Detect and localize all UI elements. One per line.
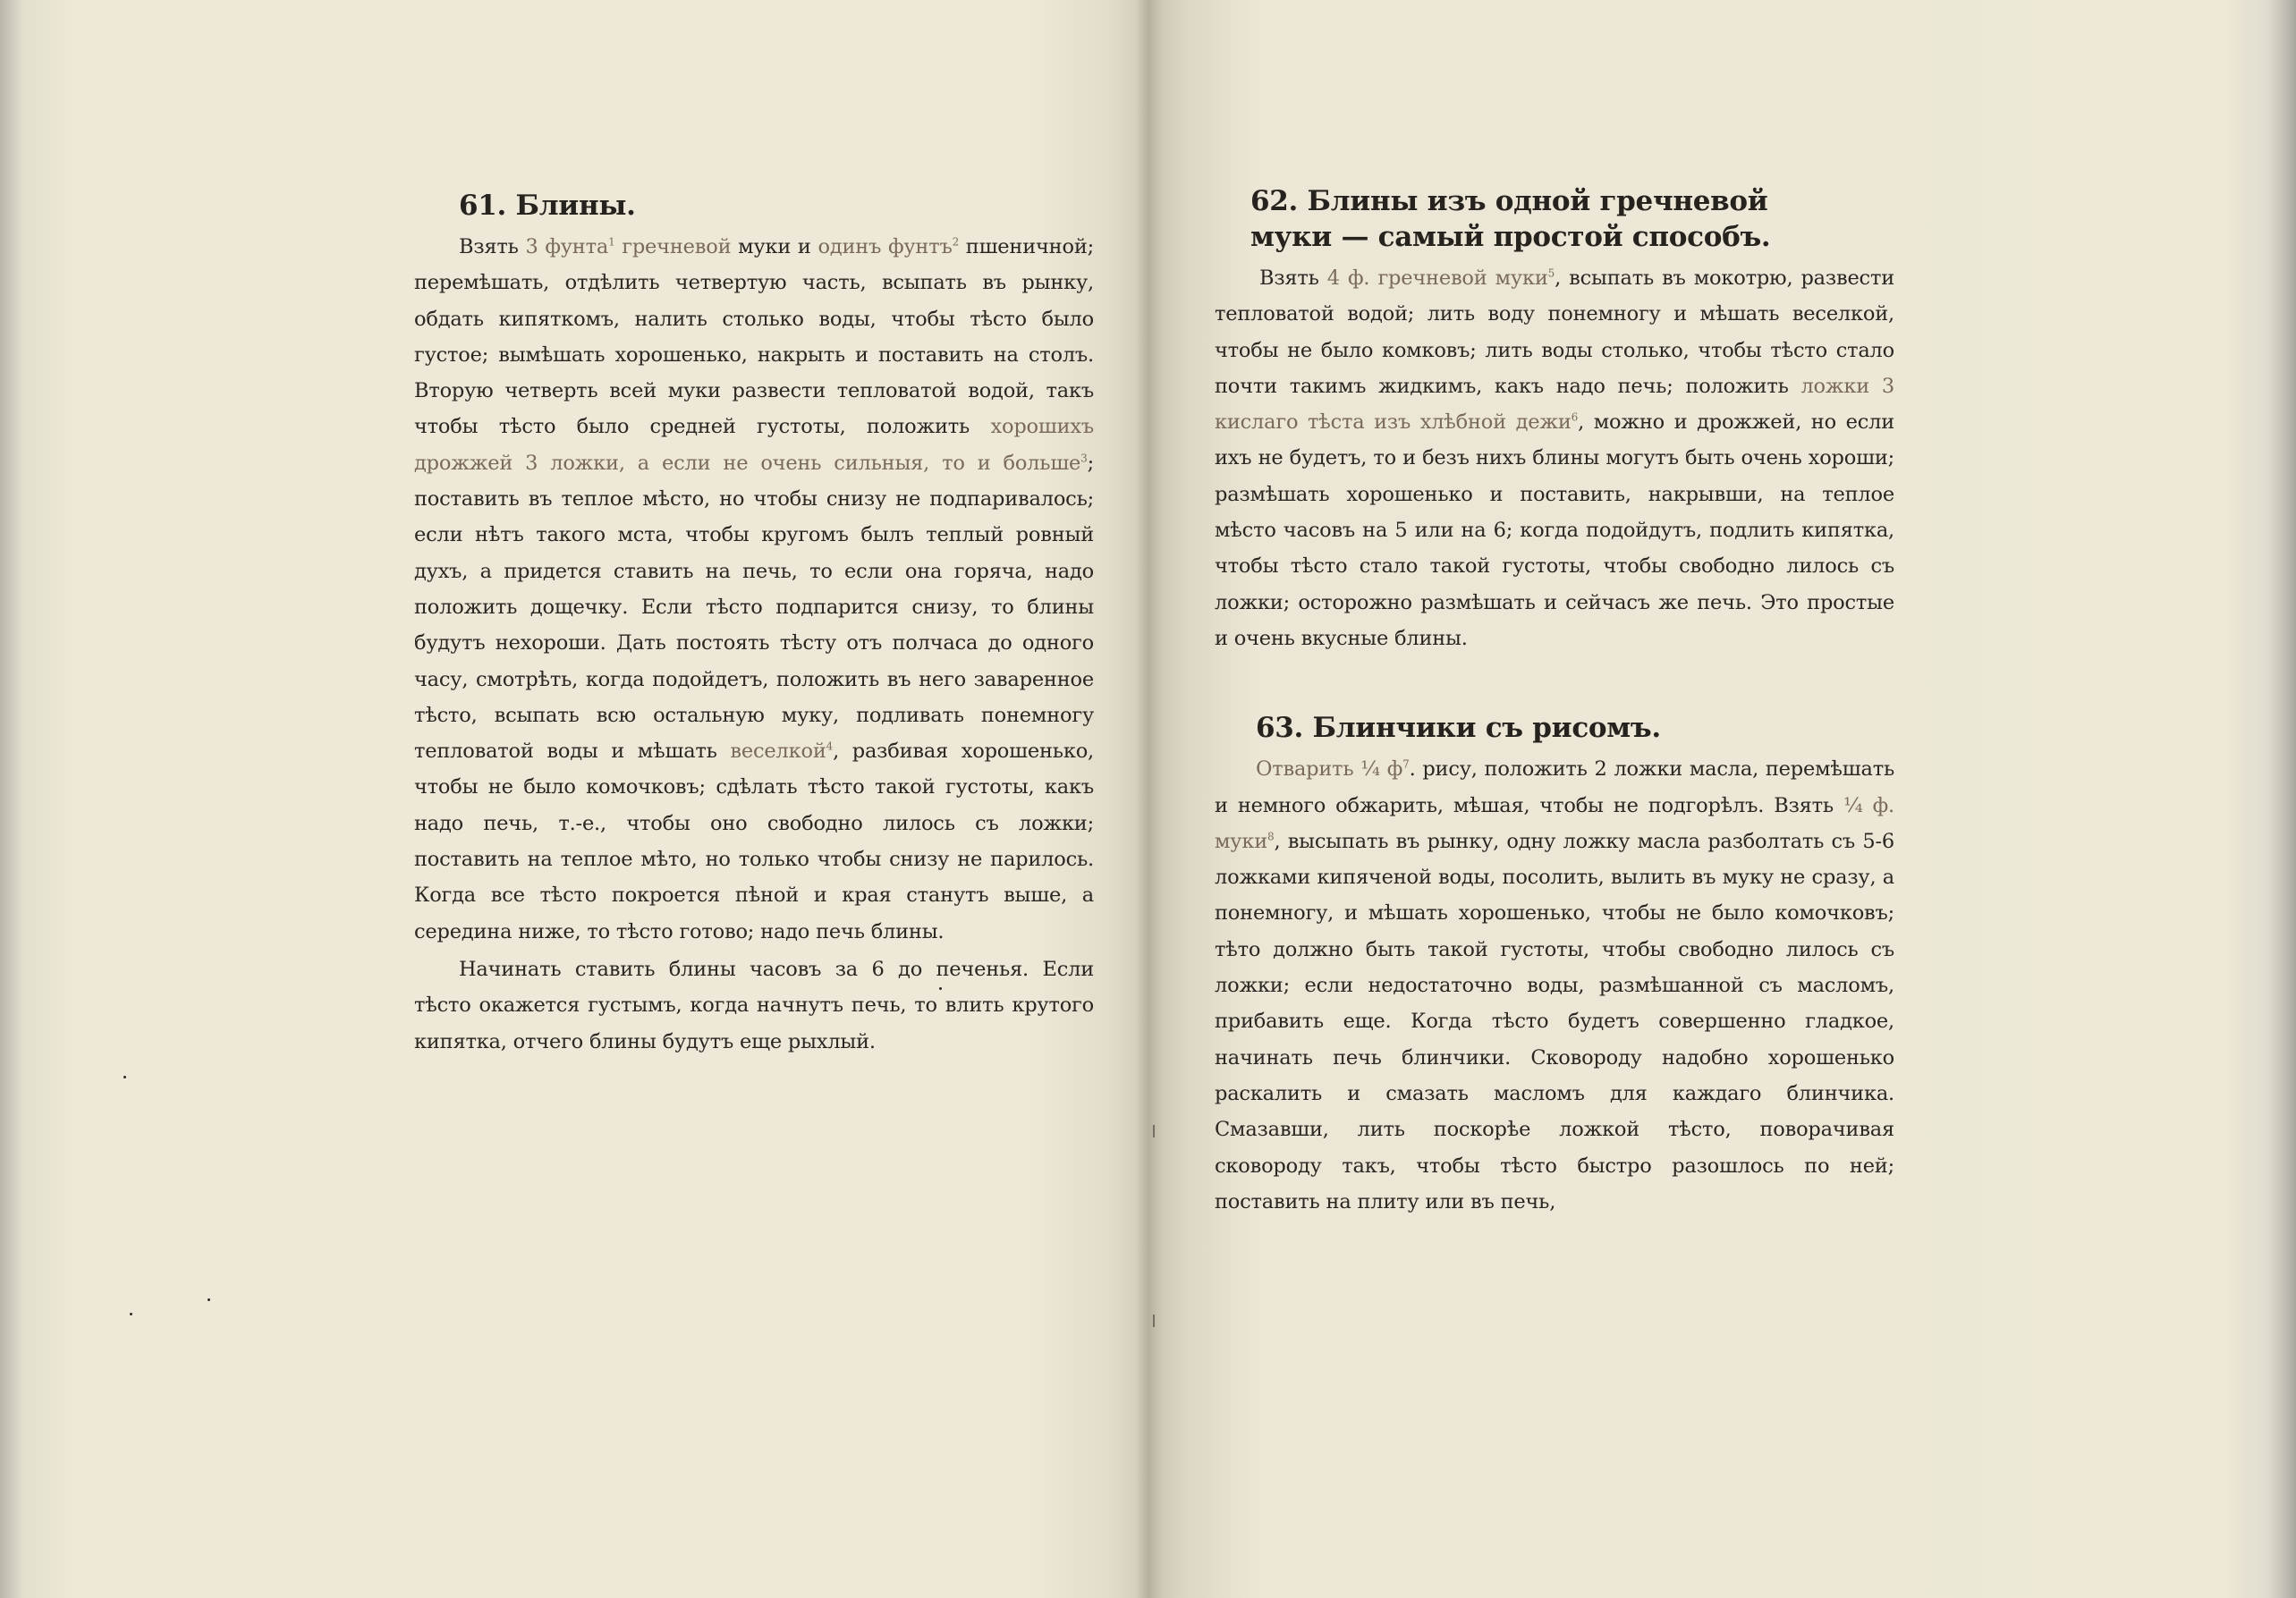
recipe-62-paragraph bbox=[1215, 260, 1894, 656]
highlighted-text: одинъ фунтъ bbox=[818, 235, 953, 258]
text-run: пшеничной; перемѣшать, отдѣлить четвертую часть, всыпать въ рынку, обдать кипяткомъ, налить столько воды, чтобы тѣсто было густое; вымѣшать хорошенько, накрыть и поставить на столъ. Вторую четверть всей муки развести тепловатой водой, такъ чтобы тѣсто было средней густоты, положить bbox=[414, 235, 1094, 439]
recipe-61-title: 61. Блины. bbox=[459, 190, 636, 222]
highlighted-text: Отварить ¼ ф bbox=[1256, 757, 1403, 782]
footnote-marker: 6 bbox=[1571, 410, 1579, 424]
paper-speck bbox=[123, 1076, 126, 1078]
recipe-62-title bbox=[1250, 183, 1894, 255]
footnote-marker: 2 bbox=[952, 235, 960, 249]
section-gap bbox=[1215, 656, 1894, 710]
highlighted-text: гречневой bbox=[614, 235, 732, 258]
text-run: , высыпать въ рынку, одну ложку масла разболтать съ 5-6 ложками кипяченой воды, посолить, вылить въ муку не сразу, а понемногу, и мѣшать хорошенько, чтобы не было комочковъ; тѣто должно быть такой густоты, чтобы свободно лилось съ ложки; если недостаточно воды, размѣшанной съ масломъ, прибавить еще. Когда тѣсто будетъ совершенно гладкое, начинать печь блинчики. Сковороду надобно хорошенько раскалить и смазать масломъ для каждаго блинчика. Смазавши, лить поскорѣе ложкой тѣсто, поворачивая сковороду такъ, чтобы тѣсто быстро разошлось по ней; поставить на плиту или въ печь, bbox=[1215, 829, 1894, 1213]
left-text-column bbox=[414, 188, 1094, 1060]
highlighted-text: ложки 3 кислаго тѣста изъ хлѣбной дежи bbox=[1215, 374, 1894, 435]
recipe-61-paragraph-1 bbox=[414, 229, 1094, 950]
recipe-63-title: 63. Блинчики съ рисомъ. bbox=[1256, 712, 1661, 745]
paper-speck bbox=[939, 987, 942, 990]
footnote-marker: 3 bbox=[1080, 452, 1088, 465]
footnote-marker: 8 bbox=[1267, 830, 1275, 843]
paper-speck bbox=[130, 1313, 132, 1315]
footnote-marker: 1 bbox=[608, 235, 615, 249]
highlighted-text: хорошихъ дрожжей 3 ложки, а если не очень сильныя, то и больше bbox=[414, 415, 1094, 475]
highlighted-text: веселкой bbox=[730, 740, 826, 764]
recipe-63-paragraph bbox=[1215, 751, 1894, 1220]
highlighted-text: ¼ ф. муки bbox=[1215, 793, 1894, 853]
recipe-62-title-line-1: 62. Блины изъ одной гречневой bbox=[1250, 185, 1768, 217]
recipe-61-paragraph-2 bbox=[414, 951, 1094, 1060]
text-run: . рису, положить 2 ложки масла, перемѣшать и немного обжарить, мѣшая, чтобы не подгорѣлъ. Взять bbox=[1215, 757, 1894, 817]
text-run: , всыпать въ мокотрю, развести тепловатой водой; лить воду понемногу и мѣшать веселкой, чтобы не было комковъ; лить воды столько, чтобы тѣсто стало почти такимъ жидкимъ, какъ надо печь; положить bbox=[1215, 266, 1895, 398]
footnote-marker: 4 bbox=[826, 740, 834, 753]
footnote-marker: 7 bbox=[1402, 757, 1410, 771]
text-run: Взять bbox=[459, 235, 526, 258]
recipe-62-title-line-2: муки — самый простой способъ. bbox=[1250, 221, 1771, 253]
text-run: , можно и дрожжей, но если ихъ не будетъ, то и безъ нихъ блины могутъ быть очень хороши; размѣшать хорошенько и поставить, накрывши, на теплое мѣсто часовъ на 5 или на 6; когда подойдутъ, подлить кипятка, чтобы тѣсто стало такой густоты, чтобы свободно лилось съ ложки; осторожно размѣшать и сейчасъ же печь. Это простые и очень вкусные блины. bbox=[1215, 410, 1894, 650]
text-run: ; поставить въ теплое мѣсто, но чтобы снизу не подпаривалось; если нѣтъ такого мста, чтобы кругомъ былъ теплый ровный духъ, а придется ставить на печь, то если она горяча, надо положить дощечку. Если тѣсто подпарится снизу, то блины будутъ нехороши. Дать постоять тѣсту отъ полчаса до одного часу, смотрѣть, когда подойдетъ, положить въ него заваренное тѣсто, всыпать всю остальную муку, подливать понемногу тепловатой воды и мѣшать bbox=[414, 451, 1094, 764]
text-run: Взять bbox=[1259, 266, 1327, 290]
right-page bbox=[1149, 0, 2296, 1598]
footnote-marker: 5 bbox=[1547, 266, 1555, 280]
text-run: Начинать ставить блины часовъ за 6 до печенья. Если тѣсто окажется густымъ, когда начнутъ печь, то влить крутого кипятка, отчего блины будутъ еще рыхлый. bbox=[414, 957, 1094, 1053]
book-gutter bbox=[1136, 0, 1163, 1598]
right-text-column bbox=[1215, 183, 1894, 1220]
text-run: муки и bbox=[731, 235, 818, 258]
text-run: , разбивая хорошенько, чтобы не было комочковъ; сдѣлать тѣсто такой густоты, какъ надо печь, т.-е., чтобы оно свободно лилось съ ложки; поставить на теплое мѣто, но только чтобы снизу не парилось. Когда все тѣсто покроется пѣной и края станутъ выше, а середина ниже, то тѣсто готово; надо печь блины. bbox=[414, 740, 1094, 943]
highlighted-text: 4 ф. гречневой муки bbox=[1326, 266, 1548, 290]
paper-speck bbox=[208, 1298, 210, 1301]
highlighted-text: 3 фунта bbox=[525, 235, 609, 258]
